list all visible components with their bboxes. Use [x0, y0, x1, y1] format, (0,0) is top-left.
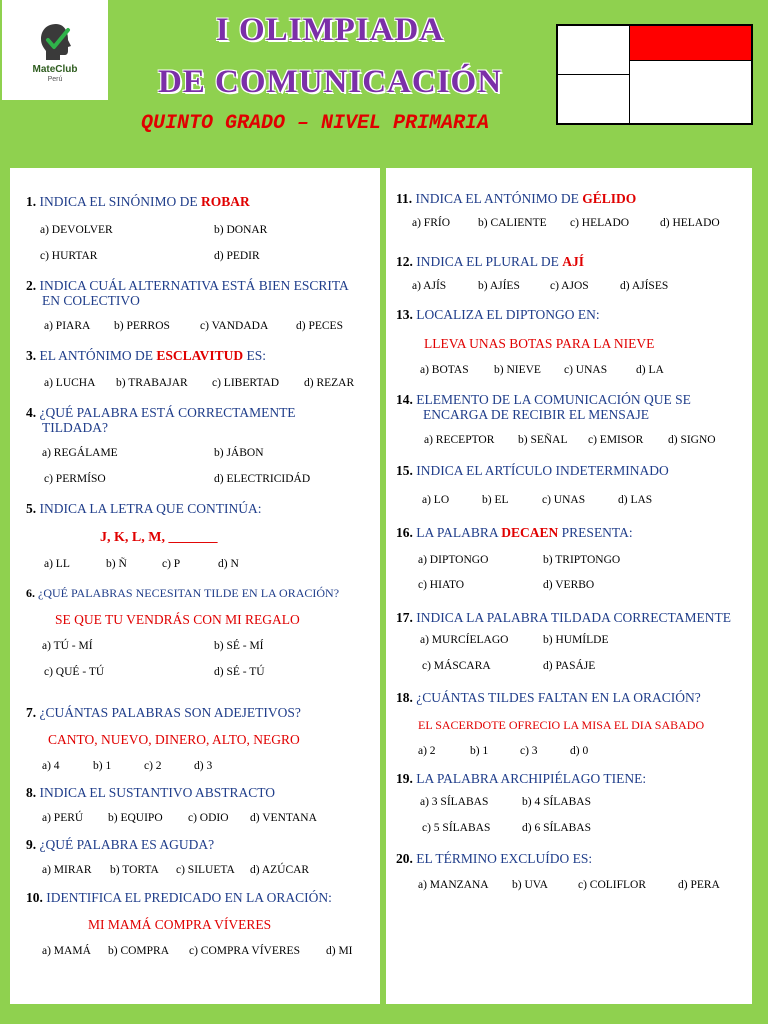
question-17: 17. INDICA LA PALABRA TILDADA CORRECTAMENTE: [396, 610, 731, 625]
question-5: 5. INDICA LA LETRA QUE CONTINÚA:: [26, 501, 262, 516]
option[interactable]: a) 2: [418, 745, 436, 757]
option[interactable]: a) DEVOLVER: [40, 224, 113, 236]
option[interactable]: c) SILUETA: [176, 864, 235, 876]
logo-country: Perú: [47, 76, 63, 83]
question-18: 18. ¿CUÁNTAS TILDES FALTAN EN LA ORACIÓN?: [396, 690, 701, 705]
option[interactable]: d) AJÍSES: [620, 280, 669, 292]
option[interactable]: a) REGÁLAME: [42, 447, 118, 459]
option[interactable]: a) DIPTONGO: [418, 554, 489, 566]
page-subtitle: QUINTO GRADO – NIVEL PRIMARIA: [140, 112, 490, 135]
logo: [2, 0, 108, 100]
option[interactable]: a) LO: [422, 494, 450, 506]
option[interactable]: b) AJÍES: [478, 280, 520, 292]
option[interactable]: a) MIRAR: [42, 864, 92, 876]
question-8: 8. INDICA EL SUSTANTIVO ABSTRACTO: [26, 785, 276, 800]
option[interactable]: b) SEÑAL: [518, 434, 568, 446]
option[interactable]: b) TRIPTONGO: [543, 554, 621, 566]
option[interactable]: c) LIBERTAD: [212, 377, 280, 389]
option[interactable]: d) SÉ - TÚ: [214, 666, 265, 678]
option[interactable]: d) 0: [570, 745, 589, 757]
question-13: 13. LOCALIZA EL DIPTONGO EN:: [396, 307, 600, 322]
option[interactable]: d) LAS: [618, 494, 653, 506]
score-grid: [556, 24, 753, 125]
option[interactable]: d) VERBO: [543, 579, 595, 591]
option[interactable]: c) AJOS: [550, 280, 589, 292]
question-14: 14. ELEMENTO DE LA COMUNICACIÓN QUE SE ENCARGA DE RECIBIR EL MENSAJE: [396, 392, 691, 422]
option[interactable]: d) REZAR: [304, 377, 355, 389]
word-list: CANTO, NUEVO, DINERO, ALTO, NEGRO: [48, 732, 300, 747]
option[interactable]: a) PERÚ: [42, 812, 84, 824]
score-cell: [629, 60, 752, 124]
right-question-panel: [386, 168, 752, 1004]
question-12: 12. INDICA EL PLURAL DE AJÍ: [396, 254, 585, 269]
option[interactable]: a) LUCHA: [44, 377, 96, 389]
sentence: SE QUE TU VENDRÁS CON MI REGALO: [55, 612, 300, 627]
option[interactable]: d) 3: [194, 760, 213, 772]
option[interactable]: b) 4 SÍLABAS: [522, 796, 592, 808]
page-title-line1: I OLIMPIADA: [215, 12, 445, 48]
question-1: 1. INDICA EL SINÓNIMO DE ROBAR: [26, 194, 250, 209]
option[interactable]: c) ODIO: [188, 812, 229, 824]
option[interactable]: c) P: [162, 558, 181, 570]
option[interactable]: d) AZÚCAR: [250, 864, 310, 876]
option[interactable]: b) SÉ - MÍ: [214, 640, 264, 652]
page-title-line2: DE COMUNICACIÓN: [157, 64, 503, 100]
option[interactable]: c) HELADO: [570, 217, 630, 229]
option[interactable]: c) MÁSCARA: [422, 660, 491, 672]
option[interactable]: b) TRABAJAR: [116, 377, 188, 389]
question-10: 10. IDENTIFICA EL PREDICADO EN LA ORACIÓN:: [26, 890, 332, 905]
option[interactable]: a) RECEPTOR: [424, 434, 495, 446]
option[interactable]: c) QUÉ - TÚ: [44, 666, 105, 678]
question-4: 4. ¿QUÉ PALABRA ESTÁ CORRECTAMENTE TILDADA?: [26, 405, 296, 435]
option[interactable]: a) MAMÁ: [42, 945, 91, 957]
option[interactable]: c) VANDADA: [200, 320, 269, 332]
option[interactable]: a) AJÍS: [412, 280, 447, 292]
option[interactable]: d) LA: [636, 364, 664, 376]
option[interactable]: d) PEDIR: [214, 250, 260, 262]
option[interactable]: b) DONAR: [214, 224, 268, 236]
option[interactable]: c) COLIFLOR: [578, 879, 647, 891]
option[interactable]: d) MI: [326, 945, 353, 957]
option[interactable]: c) COMPRA VÍVERES: [189, 945, 300, 957]
option[interactable]: b) TORTA: [110, 864, 159, 876]
option[interactable]: c) PERMÍSO: [44, 473, 106, 485]
score-cell-red: [629, 25, 752, 61]
question-6: 6. ¿QUÉ PALABRAS NECESITAN TILDE EN LA ORACIÓN?: [26, 586, 340, 600]
option[interactable]: c) 2: [144, 760, 162, 772]
question-15: 15. INDICA EL ARTÍCULO INDETERMINADO: [396, 463, 669, 478]
sentence: EL SACERDOTE OFRECIO LA MISA EL DIA SABADO: [418, 718, 705, 732]
option[interactable]: a) LL: [44, 558, 70, 570]
option[interactable]: d) ELECTRICIDÁD: [214, 473, 311, 485]
option[interactable]: a) 3 SÍLABAS: [420, 796, 489, 808]
option[interactable]: c) HURTAR: [40, 250, 98, 262]
option[interactable]: b) HUMÍLDE: [543, 634, 609, 646]
option[interactable]: d) 6 SÍLABAS: [522, 822, 592, 834]
option[interactable]: b) PERROS: [114, 320, 170, 332]
option[interactable]: b) EL: [482, 494, 509, 506]
mateclub-head-icon: [38, 22, 74, 62]
question-2: 2. INDICA CUÁL ALTERNATIVA ESTÁ BIEN ESCRITA EN COLECTIVO: [26, 278, 349, 308]
option[interactable]: b) COMPRA: [108, 945, 170, 957]
option[interactable]: c) UNAS: [542, 494, 586, 506]
question-19: 19. LA PALABRA ARCHIPIÉLAGO TIENE:: [396, 771, 647, 786]
score-cell: [557, 74, 630, 124]
left-question-panel: [10, 168, 380, 1004]
option[interactable]: d) SIGNO: [668, 434, 716, 446]
option[interactable]: d) N: [218, 558, 239, 570]
option[interactable]: a) MURCÍELAGO: [420, 634, 509, 646]
question-11: 11. INDICA EL ANTÓNIMO DE GÉLIDO: [396, 191, 637, 206]
option[interactable]: c) HIATO: [418, 579, 465, 591]
option[interactable]: b) CALIENTE: [478, 217, 547, 229]
option[interactable]: b) EQUIPO: [108, 812, 163, 824]
question-7: 7. ¿CUÁNTAS PALABRAS SON ADEJETIVOS?: [26, 705, 301, 720]
option[interactable]: d) PECES: [296, 320, 343, 332]
option[interactable]: b) NIEVE: [494, 364, 541, 376]
option[interactable]: b) Ñ: [106, 558, 127, 570]
option[interactable]: a) TÚ - MÍ: [42, 640, 93, 652]
option[interactable]: c) EMISOR: [588, 434, 644, 446]
option[interactable]: a) MANZANA: [418, 879, 489, 891]
option[interactable]: b) JÁBON: [214, 447, 264, 459]
option[interactable]: a) BOTAS: [420, 364, 469, 376]
option[interactable]: d) PERA: [678, 879, 720, 891]
letter-sequence: J, K, L, M, _______: [100, 530, 218, 545]
option[interactable]: a) FRÍO: [412, 217, 451, 229]
option[interactable]: a) PIARA: [44, 320, 91, 332]
option[interactable]: a) 4: [42, 760, 60, 772]
question-3: 3. EL ANTÓNIMO DE ESCLAVITUD ES:: [26, 348, 267, 363]
question-9: 9. ¿QUÉ PALABRA ES AGUDA?: [26, 837, 215, 852]
option[interactable]: b) 1: [93, 760, 112, 772]
option[interactable]: d) PASÁJE: [543, 660, 596, 672]
question-20: 20. EL TÉRMINO EXCLUÍDO ES:: [396, 851, 593, 866]
question-16: 16. LA PALABRA DECAEN PRESENTA:: [396, 525, 633, 540]
option[interactable]: c) UNAS: [564, 364, 608, 376]
logo-name: MateClub: [32, 64, 78, 75]
option[interactable]: d) HELADO: [660, 217, 720, 229]
sentence: LLEVA UNAS BOTAS PARA LA NIEVE: [424, 336, 655, 351]
sentence: MI MAMÁ COMPRA VÍVERES: [88, 917, 272, 932]
option[interactable]: b) UVA: [512, 879, 548, 891]
option[interactable]: d) VENTANA: [250, 812, 317, 824]
option[interactable]: b) 1: [470, 745, 489, 757]
option[interactable]: c) 5 SÍLABAS: [422, 822, 491, 834]
score-cell: [557, 25, 630, 75]
option[interactable]: c) 3: [520, 745, 538, 757]
